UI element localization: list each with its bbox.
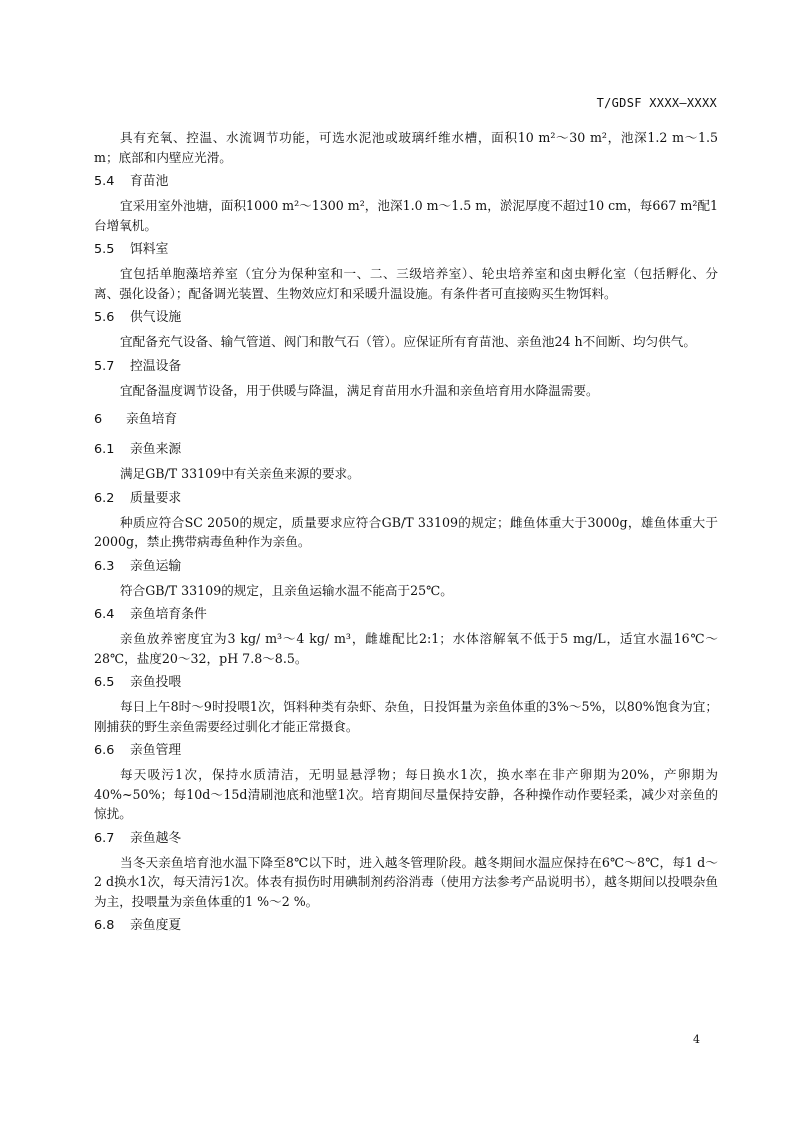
section-heading xyxy=(94,240,718,260)
section-title: 亲鱼投喂 xyxy=(130,675,182,690)
section-number: 6.5 xyxy=(94,675,115,690)
document-body xyxy=(94,128,718,940)
section-title: 饵料室 xyxy=(130,242,169,257)
section-title: 亲鱼运输 xyxy=(130,558,182,574)
paragraph: 宜配备充气设备、输气管道、阀门和散气石（管）。应保证所有育苗池、亲鱼池24 h不间断、均匀供气。 xyxy=(120,334,696,349)
section-heading xyxy=(94,829,718,849)
paragraph: 宜配备温度调节设备，用于供暖与降温，满足育苗用水升温和亲鱼培育用水降温需要。 xyxy=(120,382,599,398)
section-title: 亲鱼来源 xyxy=(130,442,182,457)
chapter-title: 亲鱼培育 xyxy=(126,412,178,427)
paragraph: 满足GB/T 33109中有关亲鱼来源的要求。 xyxy=(120,466,360,481)
section-number: 5.5 xyxy=(94,242,115,257)
section-heading xyxy=(94,916,718,936)
paragraph: 具有充氧、控温、水流调节功能，可选水泥池或玻璃纤维水槽，面积10 m²～30 m²，池深1.2 m～1.5 m；底部和内壁应光滑。 xyxy=(94,130,718,165)
paragraph: 亲鱼放养密度宜为3 kg/ m³～4 kg/ m³，雌雄配比2:1；水体溶解氧不低于5 mg/L，适宜水温16℃～28℃，盐度20～32，pH 7.8～8.5。 xyxy=(94,631,718,666)
section-number: 6.8 xyxy=(94,918,115,933)
paragraph: 每天吸污1次，保持水质清洁，无明显悬浮物；每日换水1次，换水率在非产卵期为20%，产卵期为40%~50%；每10d～15d清刷池底和池壁1次。培育期间尽量保持安静，各种操作动作要轻柔，减少对亲鱼的惊扰。 xyxy=(94,767,718,821)
section-heading xyxy=(94,741,718,761)
section-title: 育苗池 xyxy=(130,174,169,189)
paragraph: 种质应符合SC 2050的规定，质量要求应符合GB/T 33109的规定；雌鱼体重大于3000g，雄鱼体重大于2000g，禁止携带病毒鱼种作为亲鱼。 xyxy=(94,514,718,549)
section-number: 6.7 xyxy=(94,830,115,846)
section-title: 亲鱼越冬 xyxy=(130,830,182,846)
section-number: 6.4 xyxy=(94,607,115,622)
section-title: 供气设施 xyxy=(130,310,182,325)
section-heading xyxy=(94,489,718,509)
section-title: 控温设备 xyxy=(130,358,182,374)
section-heading xyxy=(94,605,718,625)
section-title: 质量要求 xyxy=(130,490,182,506)
section-heading xyxy=(94,357,718,377)
paragraph: 符合GB/T 33109的规定，且亲鱼运输水温不能高于25℃。 xyxy=(120,582,453,598)
paragraph: 每日上午8时～9时投喂1次，饵料种类有杂虾、杂鱼，日投饵量为亲鱼体重的3%～5%，以80%饱食为宜；刚捕获的野生亲鱼需要经过驯化才能正常摄食。 xyxy=(94,699,718,734)
chapter-heading xyxy=(94,410,718,430)
section-number: 6.2 xyxy=(94,490,115,506)
section-heading xyxy=(94,308,718,328)
paragraph: 宜采用室外池塘，面积1000 m²～1300 m²，池深1.0 m～1.5 m，淤泥厚度不超过10 cm，每667 m²配1台增氧机。 xyxy=(94,198,718,233)
paragraph: 当冬天亲鱼培育池水温下降至8℃以下时，进入越冬管理阶段。越冬期间水温应保持在6℃～8℃，每1 d～2 d换水1次，每天清污1次。体表有损伤时用碘制剂药浴消毒（使用方法参考产品说明书），越冬期间以投喂杂鱼为主，投喂量为亲鱼体重的1 %～2 %。 xyxy=(94,854,718,909)
section-number: 6.6 xyxy=(94,743,115,758)
section-heading xyxy=(94,172,718,192)
section-number: 5.6 xyxy=(94,310,115,325)
document-code: T/GDSF XXXX—XXXX xyxy=(596,96,717,110)
chapter-number: 6 xyxy=(94,412,103,427)
section-number: 5.7 xyxy=(94,358,115,374)
section-number: 5.4 xyxy=(94,174,115,189)
section-heading xyxy=(94,557,718,577)
page-number: 4 xyxy=(693,1033,700,1046)
section-heading xyxy=(94,440,718,460)
section-number: 6.3 xyxy=(94,558,115,574)
section-heading xyxy=(94,673,718,693)
section-title: 亲鱼度夏 xyxy=(130,918,182,933)
section-title: 亲鱼管理 xyxy=(130,743,182,758)
paragraph: 宜包括单胞藻培养室（宜分为保种室和一、二、三级培养室）、轮虫培养室和卤虫孵化室（包括孵化、分离、强化设备）；配备调光装置、生物效应灯和采暖升温设施。有条件者可直接购买生物饵料。 xyxy=(94,266,718,301)
section-title: 亲鱼培育条件 xyxy=(130,607,207,622)
section-number: 6.1 xyxy=(94,442,115,457)
